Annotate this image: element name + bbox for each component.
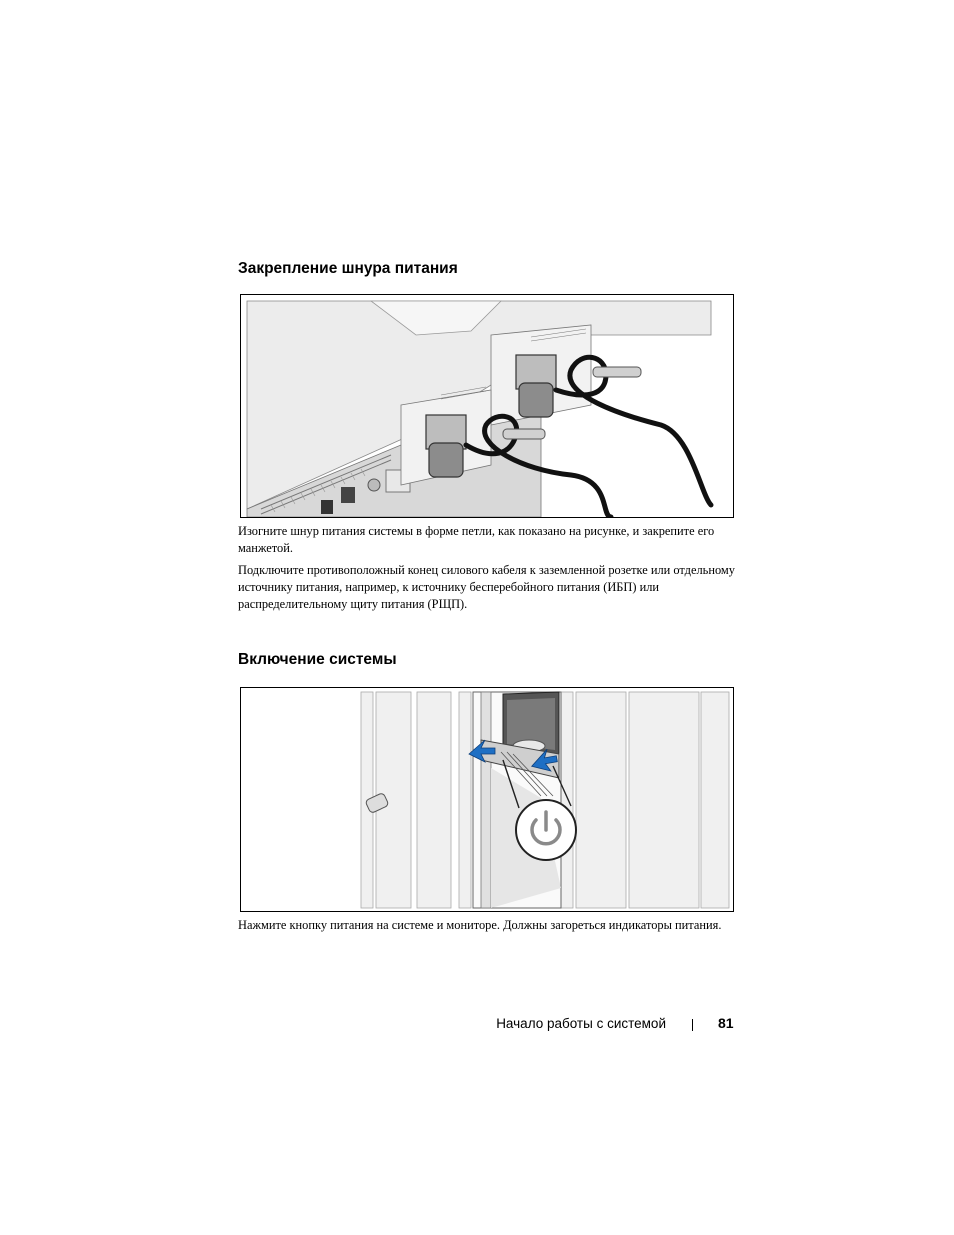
section-heading-power-on: Включение системы [238,651,397,668]
paragraph-loop-cord: Изогните шнур питания системы в форме петли, как показано на рисунке, и закрепите его манжетой. [238,524,715,555]
page-number: 81 [718,1015,734,1031]
rack-power-illustration-icon [241,688,733,911]
footer-section-title: Начало работы с системой [496,1016,666,1031]
power-on-figure [240,687,734,912]
power-cord-loop-illustration-icon [241,295,733,517]
footer-separator [692,1019,693,1031]
section-heading-power-cord: Закрепление шнура питания [238,260,458,277]
paragraph-connect-outlet: Подключите противоположный конец силового кабеля к заземленной розетке или отдельному источнику питания, например, к источнику бесперебойного питания (ИБП) или распределительному щиту питания (РЩП). [238,563,735,611]
power-cord-figure [240,294,734,518]
paragraph-press-power: Нажмите кнопку питания на системе и мониторе. Должны загореться индикаторы питания. [238,918,722,932]
